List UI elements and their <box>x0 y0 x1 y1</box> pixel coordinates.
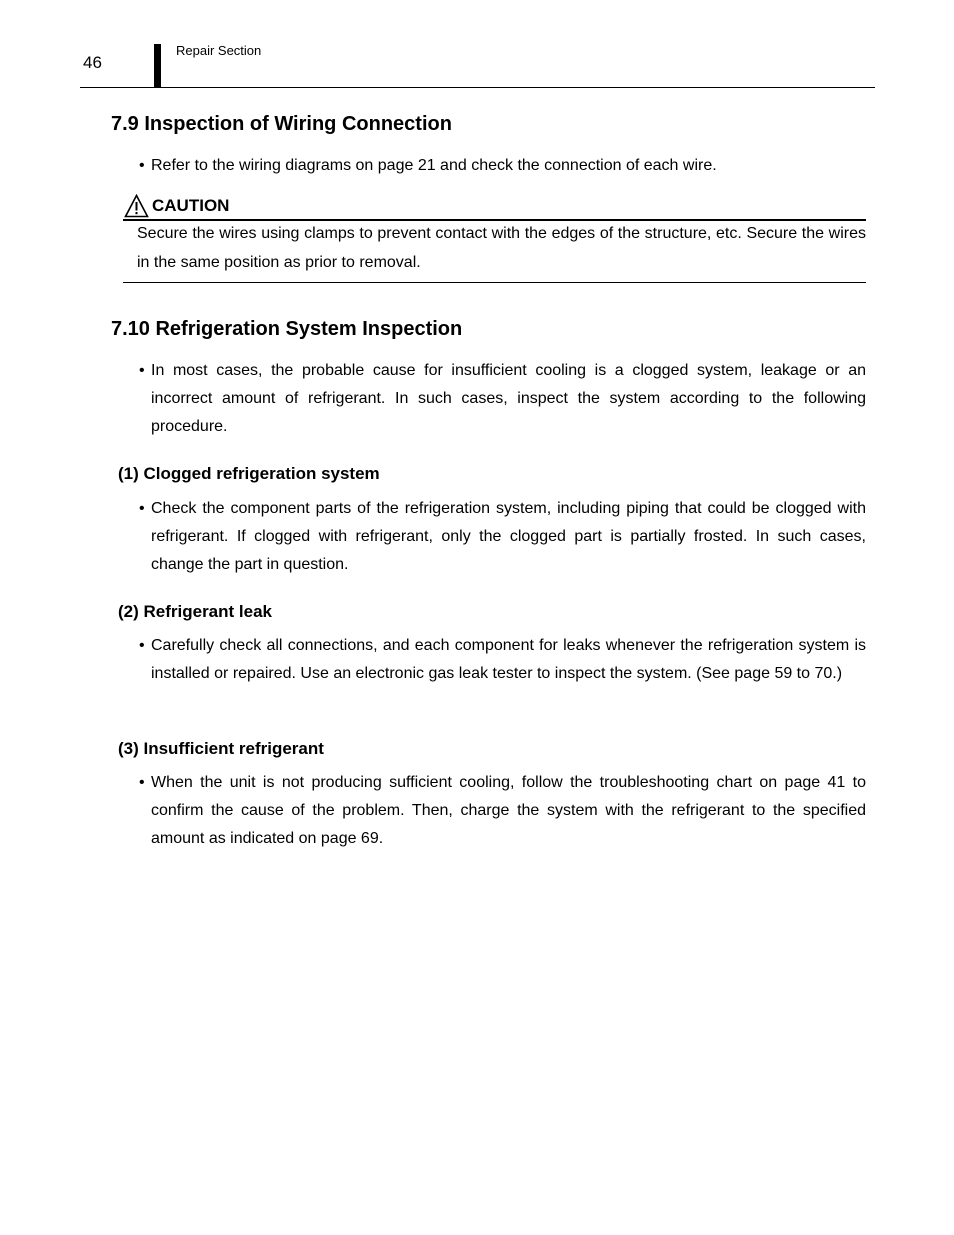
warning-triangle-icon <box>124 194 149 218</box>
bullet-dot: • <box>139 500 145 517</box>
bullet-dot: • <box>139 637 145 654</box>
subsection-1-title: (1) Clogged refrigeration system <box>118 464 380 483</box>
subsection-3-bullet <box>139 769 866 854</box>
header-rule <box>80 87 875 88</box>
bullet-text: In most cases, the probable cause for insufficient cooling is a clogged system, leakage or an incorrect amount of refrigerant. In such cases, inspect the system according to the following procedure. <box>151 362 866 436</box>
caution-label: CAUTION <box>152 196 230 215</box>
subsection-2-bullet <box>139 632 866 688</box>
section-7-9-title: 7.9 Inspection of Wiring Connection <box>111 113 452 135</box>
caution-heading <box>124 194 229 218</box>
bullet-dot: • <box>139 157 145 174</box>
section-7-9-bullet <box>139 152 866 180</box>
page-number: 46 <box>83 53 102 72</box>
bullet-text: Carefully check all connections, and each component for leaks whenever the refrigeration system is installed or repaired. Use an electronic gas leak tester to inspect the system. (See page 59 to 70.) <box>151 637 866 683</box>
bullet-text: Check the component parts of the refrigeration system, including piping that could be clogged with refrigerant. If clogged with refrigerant, only the clogged part is partially frosted. In such cases, change the part in question. <box>151 500 866 574</box>
bullet-dot: • <box>139 362 145 379</box>
caution-rule-bottom <box>123 282 866 283</box>
caution-text: Secure the wires using clamps to prevent contact with the edges of the structure, etc. Secure the wires in the same position as prior to removal. <box>137 225 866 271</box>
bullet-text: Refer to the wiring diagrams on page 21 and check the connection of each wire. <box>151 157 717 174</box>
bullet-text: When the unit is not producing sufficient cooling, follow the troubleshooting chart on page 41 to confirm the cause of the problem. Then, charge the system with the refrigerant to the specified amount as indicated on page 69. <box>151 774 866 848</box>
header-bar <box>154 44 161 88</box>
section-7-10-title: 7.10 Refrigeration System Inspection <box>111 318 463 340</box>
subsection-1-bullet <box>139 495 866 580</box>
subsection-3-title: (3) Insufficient refrigerant <box>118 739 324 758</box>
subsection-2-title: (2) Refrigerant leak <box>118 602 272 621</box>
section-name: Repair Section <box>176 43 262 58</box>
bullet-dot: • <box>139 774 145 791</box>
section-7-10-bullet <box>139 357 866 442</box>
